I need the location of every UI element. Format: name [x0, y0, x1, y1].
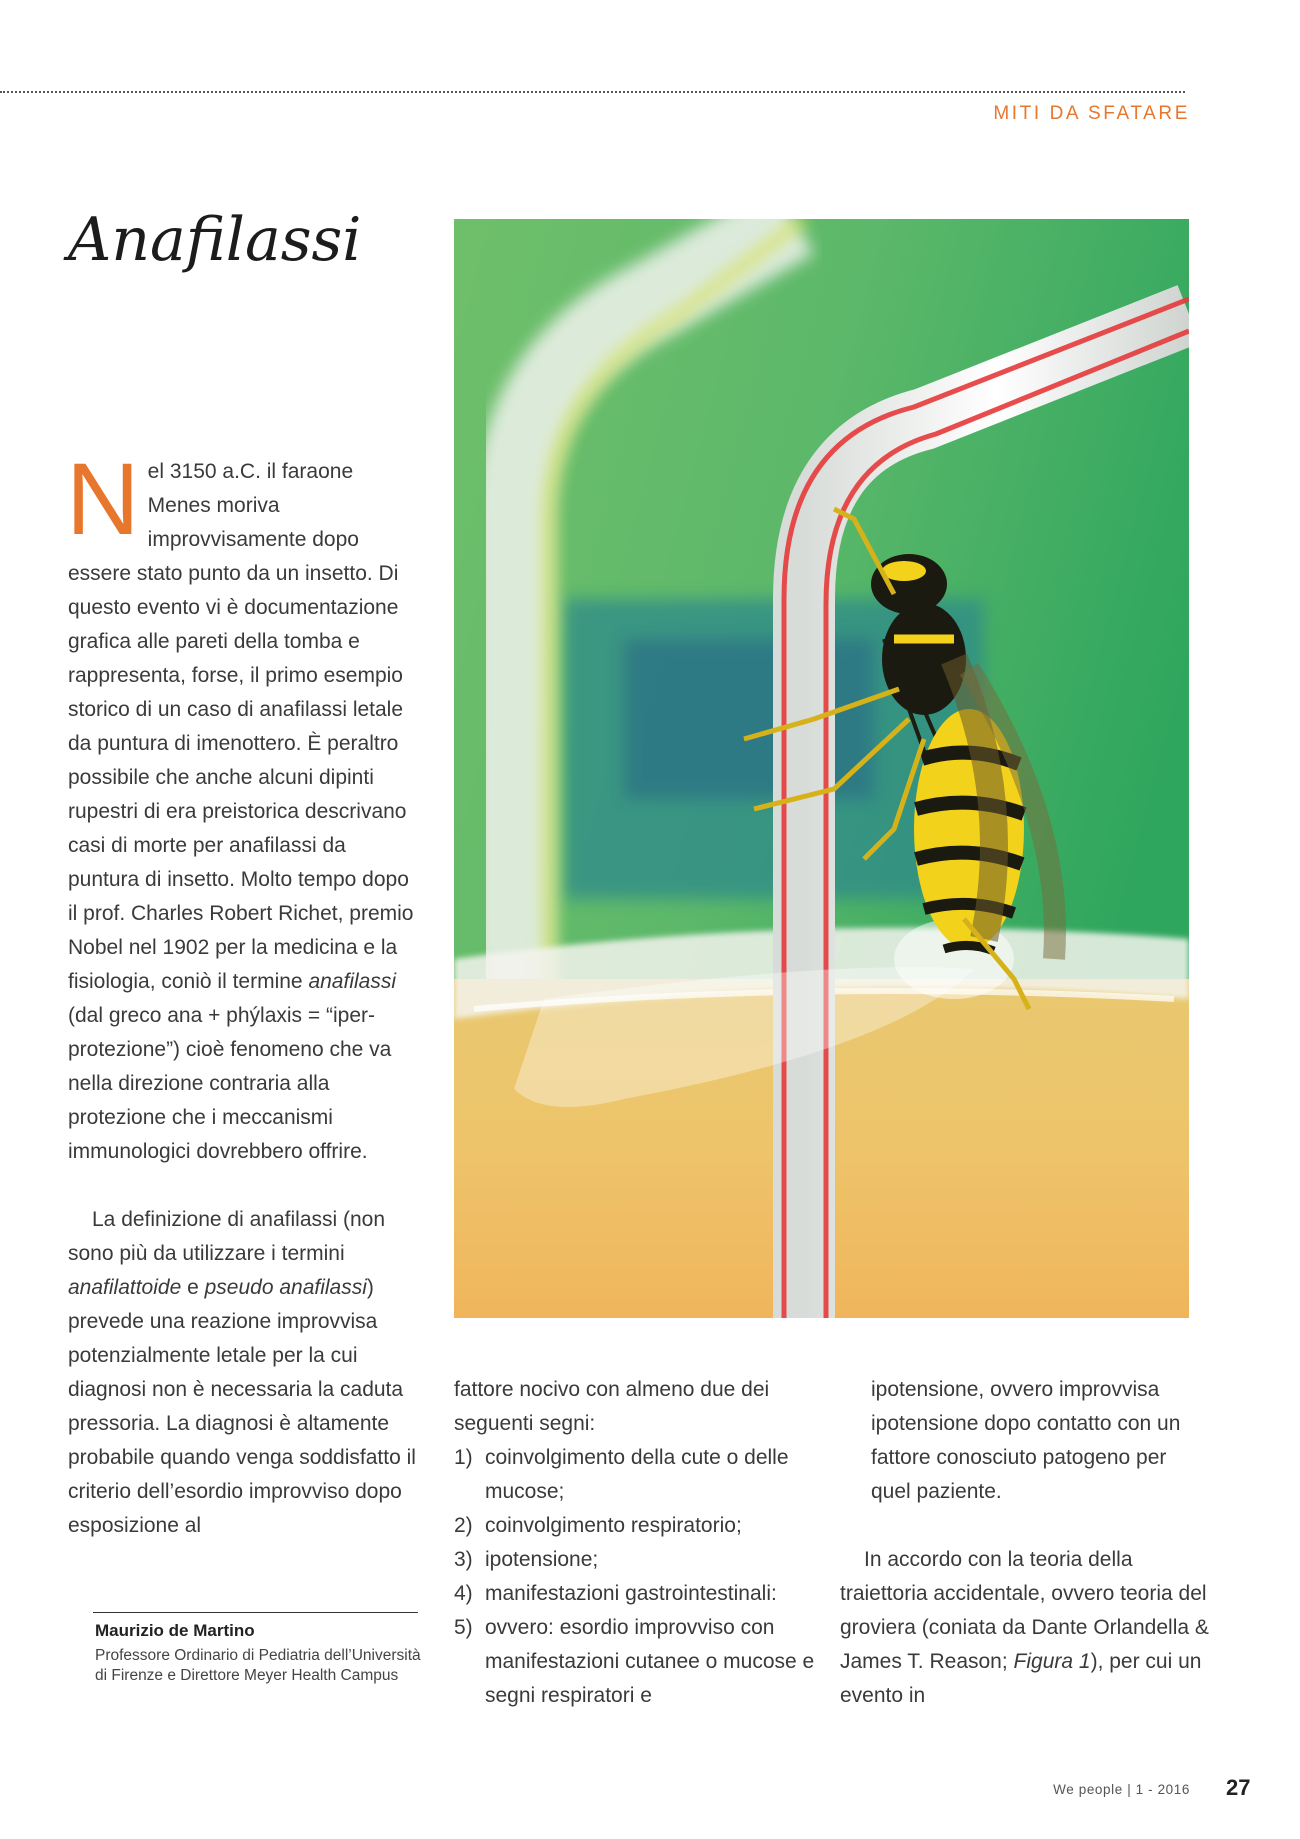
header-dotted-rule — [0, 91, 1185, 93]
author-rule — [93, 1612, 418, 1613]
section-label: MITI DA SFATARE — [993, 103, 1190, 124]
list-item-5-continuation: ipotensione, ovvero improvvisa ipotensione dopo contatto con un fattore conosciuto patogeno per quel paziente. — [871, 1378, 1181, 1503]
paragraph-3: In accordo con la teoria della traiettoria accidentale, ovvero teoria del groviera (coniata da Dante Orlandella & James T. Reason; Figura 1), per cui un evento in — [840, 1548, 1209, 1707]
list-item: 1) coinvolgimento della cute o delle mucose; — [454, 1446, 789, 1503]
author-name: Maurizio de Martino — [95, 1621, 255, 1640]
page-number: 27 — [1226, 1775, 1251, 1800]
paragraph-1: Nel 3150 a.C. il faraone Menes moriva improvvisamente dopo essere stato punto da un insetto. Di questo evento vi è documentazione grafica alle pareti della tomba e rappresenta, forse, il primo esempio storico di un caso di anafilassi letale da puntura di imenottero. È peraltro possibile che anche alcuni dipinti rupestri di era preistorica descrivano casi di morte per anafilassi da puntura di insetto. Molto tempo dopo il prof. Charles Robert Richet, premio Nobel nel 1902 per la medicina e la fisiologia, coniò il termine anafilassi (dal greco ana + phýlaxis = “iper-protezione”) cioè fenomeno che va nella direzione contraria alla protezione che i meccanismi immunologici dovrebbero offrire. — [66, 442, 414, 1163]
term-pseudo-anafilassi: pseudo anafilassi — [204, 1276, 367, 1299]
wasp-on-straw-image — [454, 219, 1189, 1318]
column-2 — [454, 1373, 834, 1713]
paragraph-2: La definizione di anafilassi (non sono più da utilizzare i termini anafilattoide e pseudo anafilassi) prevede una reazione improvvisa potenzialmente letale per la cui diagnosi non è necessaria la caduta pressoria. La diagnosi è altamente probabile quando venga soddisfatto il criterio dell’esordio improvviso dopo esposizione al — [68, 1208, 416, 1537]
drop-cap: N — [66, 442, 140, 556]
figure-reference: Figura 1 — [1013, 1650, 1091, 1673]
wasp-photo — [454, 219, 1189, 1318]
column-3 — [840, 1373, 1210, 1713]
footer-publication: We people | 1 - 2016 — [1053, 1782, 1190, 1797]
list-item: 5) ovvero: esordio improvviso con manifestazioni cutanee o mucose e segni respiratori e — [454, 1616, 815, 1707]
criteria-list — [454, 1441, 834, 1713]
list-item: 4) manifestazioni gastrointestinali: — [454, 1582, 777, 1605]
list-item: 3) ipotensione; — [454, 1548, 599, 1571]
term-anafilattoide: anafilattoide — [68, 1276, 182, 1299]
author-role: Professore Ordinario di Pediatria dell’Università di Firenze e Direttore Meyer Health Campus — [95, 1647, 421, 1684]
list-item: 2) coinvolgimento respiratorio; — [454, 1514, 742, 1537]
term-anafilassi: anafilassi — [308, 970, 397, 993]
article-title: Anafilassi — [68, 205, 362, 275]
column-1 — [66, 442, 420, 1543]
list-intro: fattore nocivo con almeno due dei seguenti segni: — [454, 1378, 770, 1435]
